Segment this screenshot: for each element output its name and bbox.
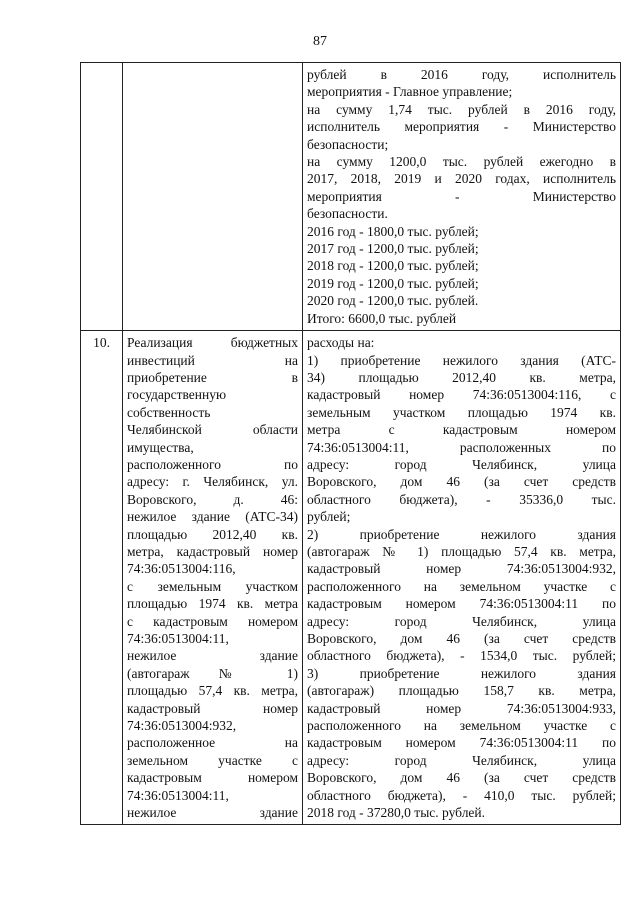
text-line: площадью 57,4 кв. метра, xyxy=(127,683,298,699)
text-line: Челябинской области xyxy=(127,422,298,438)
text-line: (автогараж № 1) площадью 57,4 кв. метра, xyxy=(307,543,616,559)
text-line: 74:36:0513004:11, xyxy=(127,631,229,646)
text-line: инвестиций на xyxy=(127,352,298,368)
program-table xyxy=(80,62,621,825)
text-line: площадью 2012,40 кв. xyxy=(127,526,298,542)
text-line: мероприятия - Главное управление; xyxy=(307,84,513,100)
text-line: адресу: город Челябинск, улица xyxy=(307,456,616,472)
text-line: кадастровым номером xyxy=(127,770,298,786)
text-line: с земельным участком xyxy=(127,578,298,594)
text-line: 3) приобретение нежилого здания xyxy=(307,665,616,681)
text-line: областного бюджета), - 410,0 тыс. рублей; xyxy=(307,787,616,803)
text-line: нежилое здание xyxy=(127,805,298,821)
text-line: расположенное на xyxy=(127,735,298,751)
text-line: земельным участком площадью 1974 кв. xyxy=(307,404,616,420)
text-line: (автогараж) площадью 158,7 кв. метра, xyxy=(307,683,616,699)
text-line: на сумму 1200,0 тыс. рублей ежегодно в xyxy=(307,154,616,170)
text-line: приобретение в xyxy=(127,369,298,385)
text-line: собственность xyxy=(127,404,211,420)
text-line: имущества, xyxy=(127,439,194,455)
text-line: 2020 год - 1200,0 тыс. рублей. xyxy=(307,293,479,309)
text-line: кадастровый номер 74:36:0513004:116, с xyxy=(307,387,616,403)
text-line: нежилое здание (АТС-34) xyxy=(127,509,298,525)
text-line: кадастровый номер 74:36:0513004:933, xyxy=(307,700,616,716)
row-number-cell xyxy=(81,63,123,331)
text-line: 2017, 2018, 2019 и 2020 годах, исполнитель xyxy=(307,171,616,187)
text-line: областного бюджета), - 35336,0 тыс. xyxy=(307,491,616,507)
text-line: Итого: 6600,0 тыс. рублей xyxy=(307,310,457,326)
text-line: исполнитель мероприятия - Министерство xyxy=(307,119,616,135)
text-line: расположенного по xyxy=(127,456,298,472)
row-description-cell xyxy=(303,331,621,825)
text-line: 34) площадью 2012,40 кв. метра, xyxy=(307,369,616,385)
text-line: 2018 год - 37280,0 тыс. рублей. xyxy=(307,805,486,821)
text-line: адресу: г. Челябинск, ул. xyxy=(127,474,298,490)
text-line: 74:36:0513004:116, xyxy=(127,561,236,577)
row-description-cell xyxy=(303,63,621,331)
name-text xyxy=(127,334,298,821)
text-line: рублей в 2016 году, исполнитель xyxy=(307,67,616,82)
description-text xyxy=(307,66,616,327)
text-line: безопасности; xyxy=(307,136,389,152)
text-line: с кадастровым номером xyxy=(127,613,298,629)
text-line: (автогараж № 1) xyxy=(127,665,298,681)
text-line: земельном участке с xyxy=(127,752,298,768)
row-name-cell xyxy=(123,63,303,331)
text-line: расположенного на земельном участке с xyxy=(307,578,616,594)
table-row-continued xyxy=(81,63,621,331)
text-line: рублей; xyxy=(307,509,351,525)
text-line: 2017 год - 1200,0 тыс. рублей; xyxy=(307,241,479,257)
text-line: безопасности. xyxy=(307,206,388,222)
text-line: 2018 год - 1200,0 тыс. рублей; xyxy=(307,258,479,274)
text-line: площадью 1974 кв. метра xyxy=(127,596,298,612)
text-line: кадастровым номером 74:36:0513004:11 по xyxy=(307,735,616,751)
text-line: на сумму 1,74 тыс. рублей в 2016 году, xyxy=(307,101,616,117)
text-line: Реализация бюджетных xyxy=(127,335,298,351)
text-line: Воровского, дом 46 (за счет средств xyxy=(307,474,616,490)
text-line: адресу: город Челябинск, улица xyxy=(307,752,616,768)
text-line: расположенного на земельном участке с xyxy=(307,718,616,734)
description-text xyxy=(307,334,616,821)
text-line: метра с кадастровым номером xyxy=(307,422,616,438)
text-line: 2) приобретение нежилого здания xyxy=(307,526,616,542)
text-line: мероприятия - Министерство xyxy=(307,188,616,204)
row-number-cell: 10. xyxy=(81,331,123,825)
text-line: нежилое здание xyxy=(127,648,298,664)
row-name-cell xyxy=(123,331,303,825)
text-line: 2016 год - 1800,0 тыс. рублей; xyxy=(307,223,479,239)
text-line: 1) приобретение нежилого здания (АТС- xyxy=(307,352,616,368)
page-number: 87 xyxy=(313,34,327,49)
text-line: Воровского, д. 46: xyxy=(127,491,298,507)
text-line: 74:36:0513004:932, xyxy=(127,718,237,734)
text-line: метра, кадастровый номер xyxy=(127,543,298,559)
table-row xyxy=(81,331,621,825)
text-line: кадастровый номер 74:36:0513004:932, xyxy=(307,561,616,577)
text-line: 2019 год - 1200,0 тыс. рублей; xyxy=(307,275,479,291)
text-line: областного бюджета), - 1534,0 тыс. рублей; xyxy=(307,648,616,664)
text-line: 74:36:0513004:11, расположенных по xyxy=(307,439,616,455)
text-line: расходы на: xyxy=(307,335,375,351)
text-line: Воровского, дом 46 (за счет средств xyxy=(307,770,616,786)
text-line: Воровского, дом 46 (за счет средств xyxy=(307,631,616,646)
text-line: государственную xyxy=(127,387,227,403)
text-line: кадастровый номер xyxy=(127,700,298,716)
text-line: кадастровым номером 74:36:0513004:11 по xyxy=(307,596,616,612)
text-line: адресу: город Челябинск, улица xyxy=(307,613,616,629)
text-line: 74:36:0513004:11, xyxy=(127,787,229,803)
